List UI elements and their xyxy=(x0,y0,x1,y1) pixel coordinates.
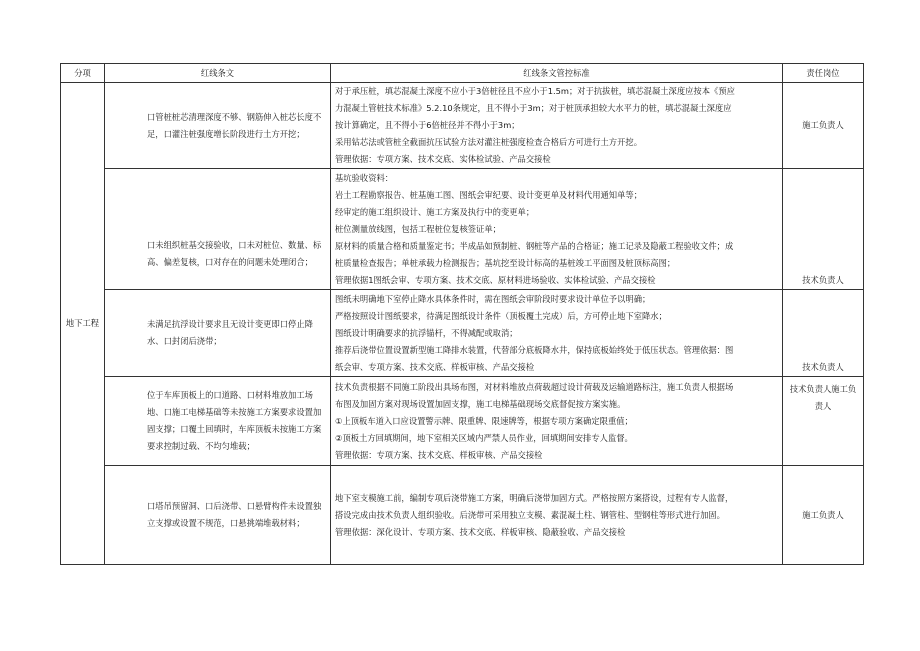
clause-cell: 未满足抗浮设计要求且无设计变更即口停止降水、口封闭后浇带； xyxy=(105,290,331,377)
standard-line: 原材料的质量合格和质量鉴定书；半成品如预制桩、钢桩等产品的合格证；施工记录及隐蔽工程验收文件；成 xyxy=(335,240,734,251)
standard-line: 采用钻芯法或管桩全截面抗压试验方法对灌注桩强度检查合格后方可进行土方开挖。 xyxy=(335,137,642,147)
standard-line: 图纸设计明确要求的抗浮锚杆，不得减配或取消； xyxy=(335,327,518,338)
standard-cell xyxy=(331,83,783,169)
standard-line: 按计算确定，且不得小于6倍桩径并不得小于3m； xyxy=(335,120,520,130)
standard-cell xyxy=(331,377,783,466)
standard-line: 经审定的施工组织设计、施工方案及执行中的变更单； xyxy=(335,206,535,217)
table-row xyxy=(61,466,864,565)
red-line-control-table xyxy=(60,63,864,565)
standard-cell xyxy=(331,169,783,290)
table-row xyxy=(61,377,864,466)
standard-line: 推荐后浇带位置设置新型施工降排水装置，代替部分底板降水井，保持底板始终处于低压状态。管理依据：图 xyxy=(335,344,734,355)
standard-cell xyxy=(331,290,783,377)
standard-line: 布图及加固方案对现场设置加固支撑，施工电梯基础现场交底督促按方案实施。 xyxy=(335,398,626,409)
standard-line: 对于承压桩，填芯混凝土深度不应小于3倍桩径且不应小于1.5m；对于抗拔桩，填芯混凝土深度应按本《预应 xyxy=(335,86,735,96)
standard-line: 管理依据：专项方案、技术交底、样板审核、产品交接检 xyxy=(335,449,543,460)
table-row xyxy=(61,169,864,290)
responsible-cell: 施工负责人 xyxy=(783,83,864,169)
clause-cell: 位于车库顶板上的口道路、口材料堆放加工场地、口施工电梯基础等未按施工方案要求设置加固支撑；口覆土回填时，车库顶板未按施工方案要求控制过载、不均匀堆载； xyxy=(105,377,331,466)
clause-cell: 口未组织桩基交接验收，口未对桩位、数量、标高、偏差复核，口对存在的问题未处理闭合； xyxy=(105,169,331,290)
responsible-cell: 技术负责人 xyxy=(783,169,864,290)
standard-line: 岩土工程勘察报告、桩基施工图、图纸会审纪要、设计变更单及材料代用通知单等； xyxy=(335,189,642,200)
header-responsible: 责任岗位 xyxy=(783,64,864,83)
table-header-row xyxy=(61,64,864,83)
standard-line: 力混凝土管桩技术标准》5.2.10条规定，且不得小于3m；对于桩顶承担较大水平力的桩，填芯混凝土深度应 xyxy=(335,103,732,113)
responsible-cell: 技术负责人 xyxy=(783,290,864,377)
table-row xyxy=(61,290,864,377)
responsible-cell: 技术负责人施工负责人 xyxy=(783,377,864,466)
standard-line: ①上顶板车道入口应设置警示牌、限重牌、限速牌等，根据专项方案确定限重值； xyxy=(335,415,633,426)
standard-line: 基坑验收资料： xyxy=(335,172,394,183)
standard-line: 搭设完成由技术负责人组织验收。后浇带可采用独立支模、素混凝土柱、钢管柱、型钢柱等形式进行加固。 xyxy=(335,509,725,520)
standard-cell xyxy=(331,466,783,565)
standard-line: 管理依据：专项方案、技术交底、实体检试验、产品交接检 xyxy=(335,154,551,164)
table-row xyxy=(61,83,864,169)
clause-cell: 口管桩桩芯清理深度不够、钢筋伸入桩芯长度不足，口灌注桩强度增长阶段进行土方开挖； xyxy=(105,83,331,169)
standard-line: 纸会审、专项方案、技术交底、样板审核、产品交接检 xyxy=(335,361,535,372)
standard-line: 图纸未明确地下室停止降水具体条件时，需在图纸会审阶段时要求设计单位予以明确； xyxy=(335,293,651,304)
standard-line: ②顶板土方回填期间，地下室相关区域内严禁人员作业，回填期间安排专人监督。 xyxy=(335,432,633,443)
header-standard: 红线条文管控标准 xyxy=(331,64,783,83)
clause-cell: 口塔吊预留洞、口后浇带、口悬臂构件未设置独立支撑或设置不规范，口悬挑端堆载材料； xyxy=(105,466,331,565)
standard-line: 严格按照设计图纸要求，待满足图纸设计条件（顶板覆土完成）后，方可停止地下室降水； xyxy=(335,310,667,321)
responsible-cell: 施工负责人 xyxy=(783,466,864,565)
standard-line: 管理依据1图纸会审、专项方案、技术交底、原材料进场验收、实体检试验、产品交接检 xyxy=(335,274,656,285)
category-cell: 地下工程 xyxy=(61,83,105,565)
header-clause: 红线条文 xyxy=(105,64,331,83)
standard-line: 桩位测量放线图，包括工程桩位复核签证单； xyxy=(335,223,501,234)
standard-line: 地下室支模施工前，编制专项后浇带施工方案，明确后浇带加固方式。严格按照方案搭设，过程有专人监督， xyxy=(335,492,734,503)
standard-line: 管理依据：深化设计、专项方案、技术交底、样板审核、隐蔽验收、产品交接检 xyxy=(335,526,626,537)
header-category: 分项 xyxy=(61,64,105,83)
standard-line: 桩质量检查报告；单桩承载力检测报告；基坑挖至设计标高的基桩竣工平面图及桩顶标高图； xyxy=(335,257,676,268)
standard-line: 技术负责根据不同施工阶段出具场布图，对材料堆放点荷载超过设计荷载及运输道路标注，施工负责人根据场 xyxy=(335,381,734,392)
